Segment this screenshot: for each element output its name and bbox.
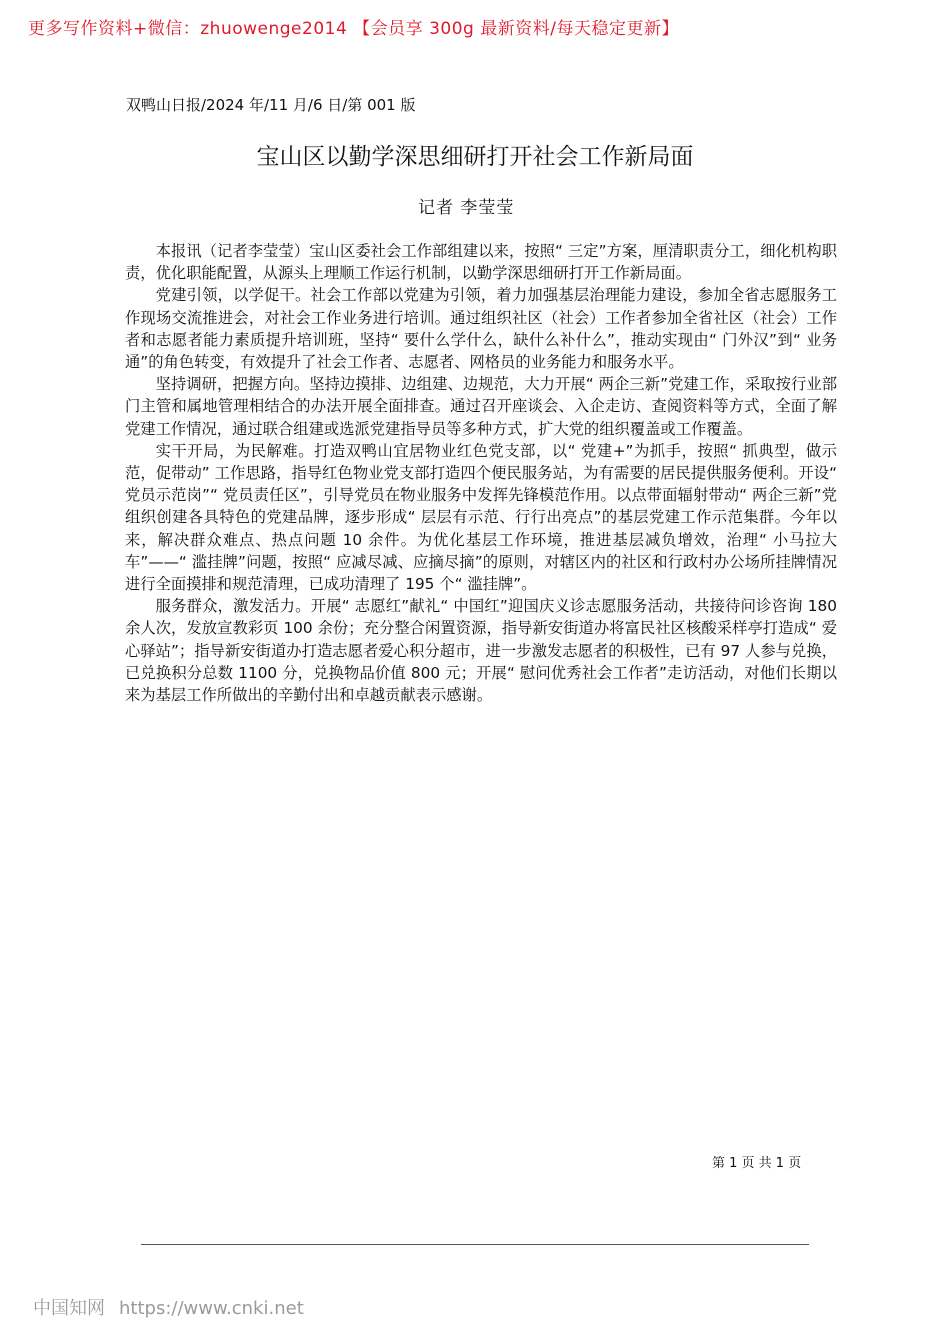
watermark-brand: 中国知网 [33, 1298, 105, 1319]
paragraph-research: 坚持调研，把握方向。坚持边摸排、边组建、边规范，大力开展“ 两企三新”党建工作，采取按行业部门主管和属地管理相结合的办法开展全面排查。通过召开座谈会、入企走访、查阅资料等方式，全面了解党建工作情况，通过联合组建或选派党建指导员等多种方式，扩大党的组织覆盖或工作覆盖。 [125, 375, 837, 438]
paragraph-lead: 本报讯（记者李莹莹）宝山区委社会工作部组建以来，按照“ 三定”方案，厘清职责分工，细化机构职责，优化职能配置，从源头上理顺工作运行机制，以勤学深思细研打开工作新局面。 [125, 242, 837, 283]
promo-banner: 更多写作资料+微信：zhuowenge2014 【会员享 300g 最新资料/每天稳定更新】 [28, 19, 679, 39]
paragraph-practical-work: 实干开局，为民解难。打造双鸭山宜居物业红色党支部，以“ 党建+”为抓手，按照“ 抓典型，做示范，促带动” 工作思路，指导红色物业党支部打造四个便民服务站，为有需要的居民提供服务便利。开设“ 党员示范岗”“ 党员责任区”，引导党员在物业服务中发挥先锋模范作用。以点带面辐射带动“ 两企三新”党组织创建各具特色的党建品牌，逐步形成“ 层层有示范、行行出亮点”的基层党建工作示范集群。今年以来，解决群众难点、热点问题 10 余件。为优化基层工作环境，推进基层减负增效，治理“ 小马拉大车”——“ 滥挂牌”问题，按照“ 应减尽减、应摘尽摘”的原则，对辖区内的社区和行政村办公场所挂牌情况进行全面摸排和规范清理，已成功清理了 195 个“ 滥挂牌”。 [125, 441, 837, 594]
article-headline: 宝山区以勤学深思细研打开社会工作新局面 [256, 144, 694, 170]
article-byline: 记者 李莹莹 [418, 198, 515, 218]
source-line: 双鸭山日报/2024 年/11 月/6 日/第 001 版 [126, 96, 416, 114]
watermark-url: https://www.cnki.net [119, 1298, 304, 1319]
page-indicator: 第 1 页 共 1 页 [712, 1156, 802, 1171]
article-body [125, 240, 837, 706]
paragraph-party-building: 党建引领，以学促干。社会工作部以党建为引领，着力加强基层治理能力建设，参加全省志愿服务工作现场交流推进会，对社会工作业务进行培训。通过组织社区（社会）工作者参加全省社区（社会）工作者和志愿者能力素质提升培训班，坚持“ 要什么学什么，缺什么补什么”，推动实现由“ 门外汉”到“ 业务通”的角色转变，有效提升了社会工作者、志愿者、网格员的业务能力和服务水平。 [125, 286, 837, 372]
paragraph-service: 服务群众，激发活力。开展“ 志愿红”献礼“ 中国红”迎国庆义诊志愿服务活动，共接待问诊咨询 180 余人次，发放宣教彩页 100 余份；充分整合闲置资源，指导新安街道办将富民社区核酸采样亭打造成“ 爱心驿站”；指导新安街道办打造志愿者爱心积分超市，进一步激发志愿者的积极性，已有 97 人参与兑换，已兑换积分总数 1100 分，兑换物品价值 800 元；开展“ 慰问优秀社会工作者”走访活动，对他们长期以来为基层工作所做出的辛勤付出和卓越贡献表示感谢。 [125, 597, 837, 705]
footer-divider [141, 1244, 809, 1245]
cnki-watermark [33, 1294, 304, 1320]
